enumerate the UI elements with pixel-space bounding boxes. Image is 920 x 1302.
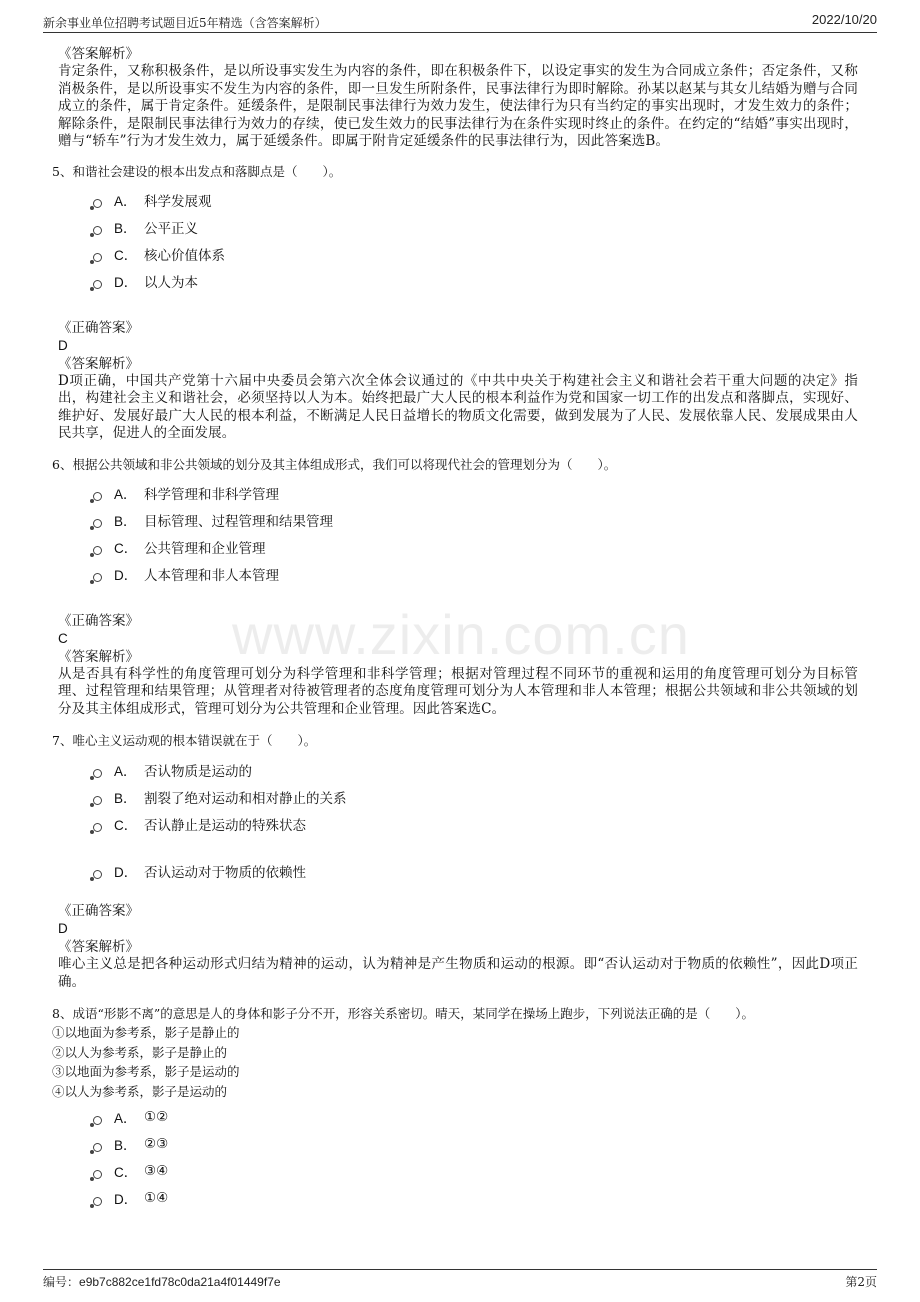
option-list	[93, 1103, 858, 1211]
question-5	[52, 163, 858, 443]
question-stem: 6、根据公共领域和非公共领域的划分及其主体组成形式，我们可以将现代社会的管理划分为（ ）。	[52, 456, 617, 472]
radio-icon[interactable]	[93, 519, 102, 528]
question-8	[52, 1005, 858, 1211]
option-d[interactable]	[93, 268, 858, 295]
option-text: 以人为本	[144, 275, 198, 291]
option-d[interactable]	[93, 561, 858, 588]
option-text: 科学发展观	[144, 194, 212, 210]
radio-icon[interactable]	[93, 1197, 102, 1206]
question-stem: 7、唯心主义运动观的根本错误就在于（ ）。	[52, 733, 317, 748]
option-letter: D．	[114, 275, 138, 290]
option-c[interactable]	[93, 241, 858, 268]
option-a[interactable]	[93, 756, 858, 783]
option-text: 否认静止是运动的特殊状态	[144, 817, 306, 834]
option-letter: C．	[114, 248, 138, 263]
option-letter: A．	[114, 194, 137, 209]
radio-icon[interactable]	[93, 253, 102, 262]
option-text: 目标管理、过程管理和结果管理	[144, 514, 333, 530]
analysis-label: 《答案解析》	[58, 939, 139, 955]
option-text: 割裂了绝对运动和相对静止的关系	[144, 790, 347, 807]
option-b[interactable]	[93, 507, 858, 534]
option-text: 科学管理和非科学管理	[144, 487, 279, 503]
radio-icon[interactable]	[93, 199, 102, 208]
code-value: e9b7c882ce1fd78c0da21a4f01449f7e	[79, 1275, 281, 1289]
radio-icon[interactable]	[93, 546, 102, 555]
option-text: ②③	[144, 1135, 169, 1152]
option-c[interactable]	[93, 1157, 858, 1184]
answer-label: 《正确答案》	[58, 319, 139, 336]
option-letter: D．	[114, 864, 138, 880]
option-c[interactable]	[93, 810, 858, 837]
option-text: 公共管理和企业管理	[144, 541, 266, 557]
page-content	[52, 45, 858, 1211]
option-letter: B．	[114, 790, 137, 806]
watermark: www.zixin.com.cn	[232, 603, 690, 666]
option-letter: A．	[114, 763, 137, 779]
option-b[interactable]	[93, 1130, 858, 1157]
analysis-text: 肯定条件，又称积极条件，是以所设事实发生为内容的条件，即在积极条件下，以设定事实的发生为合同成立条件；否定条件，又称消极条件，是以所设事实不发生为内容的条件，即一旦发生所附条件，民事法律行为即时解除。孙某以赵某与其女儿结婚为赠与合同成立的条件，属于肯定条件。延缓条件，是限制民事法律行为效力发生，使法律行为只有当约定的事实出现时，才发生效力的条件；解除条件，是限制民事法律行为效力的存续，使已发生效力的民事法律行为在条件实现时终止的条件。在约定的“结婚”事实出现时，赠与“轿车”行为才发生效力，属于延缓条件。即属于附肯定延缓条件的民事法律行为，因此答案选B。	[58, 63, 858, 149]
option-a[interactable]	[93, 187, 858, 214]
option-text: 公平正义	[144, 221, 198, 237]
correct-answer: D	[58, 921, 68, 936]
question-7	[52, 732, 858, 991]
option-a[interactable]	[93, 1103, 858, 1130]
option-text: 人本管理和非人本管理	[144, 568, 279, 584]
question-stem: 8、成语“形影不离”的意思是人的身体和影子分不开，形容关系密切。晴天，某同学在操场上跑步，下列说法正确的是（ ）。	[52, 1006, 754, 1021]
statement-1: ①以地面为参考系，影子是静止的	[52, 1025, 240, 1040]
option-letter: D．	[114, 1191, 138, 1207]
option-letter: D．	[114, 568, 138, 583]
question-6	[52, 456, 858, 719]
option-list	[93, 480, 858, 588]
statement-4: ④以人为参考系，影子是运动的	[52, 1083, 228, 1099]
option-letter: B．	[114, 221, 137, 236]
option-c[interactable]	[93, 534, 858, 561]
analysis-text: D项正确，中国共产党第十六届中央委员会第六次全体会议通过的《中共中央关于构建社会主义和谐社会若干重大问题的决定》指出，构建社会主义和谐社会，必须坚持以人为本。始终把最广大人民的根本利益作为党和国家一切工作的出发点和落脚点，实现好、维护好、发展好最广大人民的根本利益，不断满足人民日益增长的物质文化需要，做到发展为了人民、发展依靠人民、发展成果由人民共享，促进人的全面发展。	[58, 372, 858, 441]
radio-icon[interactable]	[93, 280, 102, 289]
statement-3: ③以地面为参考系，影子是运动的	[52, 1064, 240, 1079]
radio-icon[interactable]	[93, 226, 102, 235]
correct-answer: C	[58, 630, 68, 646]
option-text: ③④	[144, 1162, 169, 1179]
option-text: ①④	[144, 1189, 169, 1206]
option-a[interactable]	[93, 480, 858, 507]
option-letter: A．	[114, 1110, 137, 1126]
document-date: 2022/10/20	[811, 12, 877, 27]
document-title: 新余事业单位招聘考试题目近5年精选（含答案解析）	[43, 16, 327, 30]
analysis-label: 《答案解析》	[58, 648, 139, 665]
analysis-label: 《答案解析》	[58, 355, 139, 372]
radio-icon[interactable]	[93, 870, 102, 879]
option-list	[93, 756, 858, 884]
document-code	[43, 1273, 281, 1290]
analysis-text: 唯心主义总是把各种运动形式归结为精神的运动，认为精神是产生物质和运动的根源。即“否认运动对于物质的依赖性”，因此D项正确。	[58, 956, 858, 990]
option-d[interactable]	[93, 857, 858, 884]
option-text: 否认运动对于物质的依赖性	[144, 864, 306, 881]
option-list	[93, 187, 858, 295]
option-b[interactable]	[93, 214, 858, 241]
option-text: 否认物质是运动的	[144, 763, 252, 780]
question-stem: 5、和谐社会建设的根本出发点和落脚点是（ ）。	[52, 163, 342, 179]
option-letter: B．	[114, 514, 137, 529]
answer-label: 《正确答案》	[58, 903, 139, 919]
statement-2: ②以人为参考系，影子是静止的	[52, 1044, 228, 1060]
radio-icon[interactable]	[93, 769, 102, 778]
radio-icon[interactable]	[93, 492, 102, 501]
option-letter: A．	[114, 487, 137, 502]
radio-icon[interactable]	[93, 1143, 102, 1152]
radio-icon[interactable]	[93, 1170, 102, 1179]
code-label: 编号：	[43, 1275, 80, 1289]
option-letter: C．	[114, 541, 138, 556]
correct-answer: D	[58, 337, 68, 353]
option-letter: B．	[114, 1137, 137, 1153]
page-footer	[43, 1269, 877, 1290]
option-text: 核心价值体系	[144, 248, 225, 264]
radio-icon[interactable]	[93, 796, 102, 805]
option-letter: C．	[114, 1164, 138, 1180]
option-text: ①②	[144, 1108, 169, 1125]
answer-label: 《正确答案》	[58, 612, 139, 629]
page-number: 第2页	[845, 1275, 877, 1289]
analysis-label: 《答案解析》	[58, 46, 139, 62]
radio-icon[interactable]	[93, 1116, 102, 1125]
option-letter: C．	[114, 817, 138, 833]
option-b[interactable]	[93, 783, 858, 810]
question-4-analysis-block	[58, 45, 858, 151]
radio-icon[interactable]	[93, 823, 102, 832]
radio-icon[interactable]	[93, 573, 102, 582]
analysis-text: 从是否具有科学性的角度管理可划分为科学管理和非科学管理；根据对管理过程不同环节的重视和运用的角度管理可划分为目标管理、过程管理和结果管理；从管理者对待被管理者的态度角度管理可划分为人本管理和非人本管理；根据公共领域和非公共领域的划分及其主体组成形式，管理可划分为公共管理和企业管理。因此答案选C。	[58, 665, 858, 717]
option-d[interactable]	[93, 1184, 858, 1211]
page-header	[43, 12, 877, 33]
